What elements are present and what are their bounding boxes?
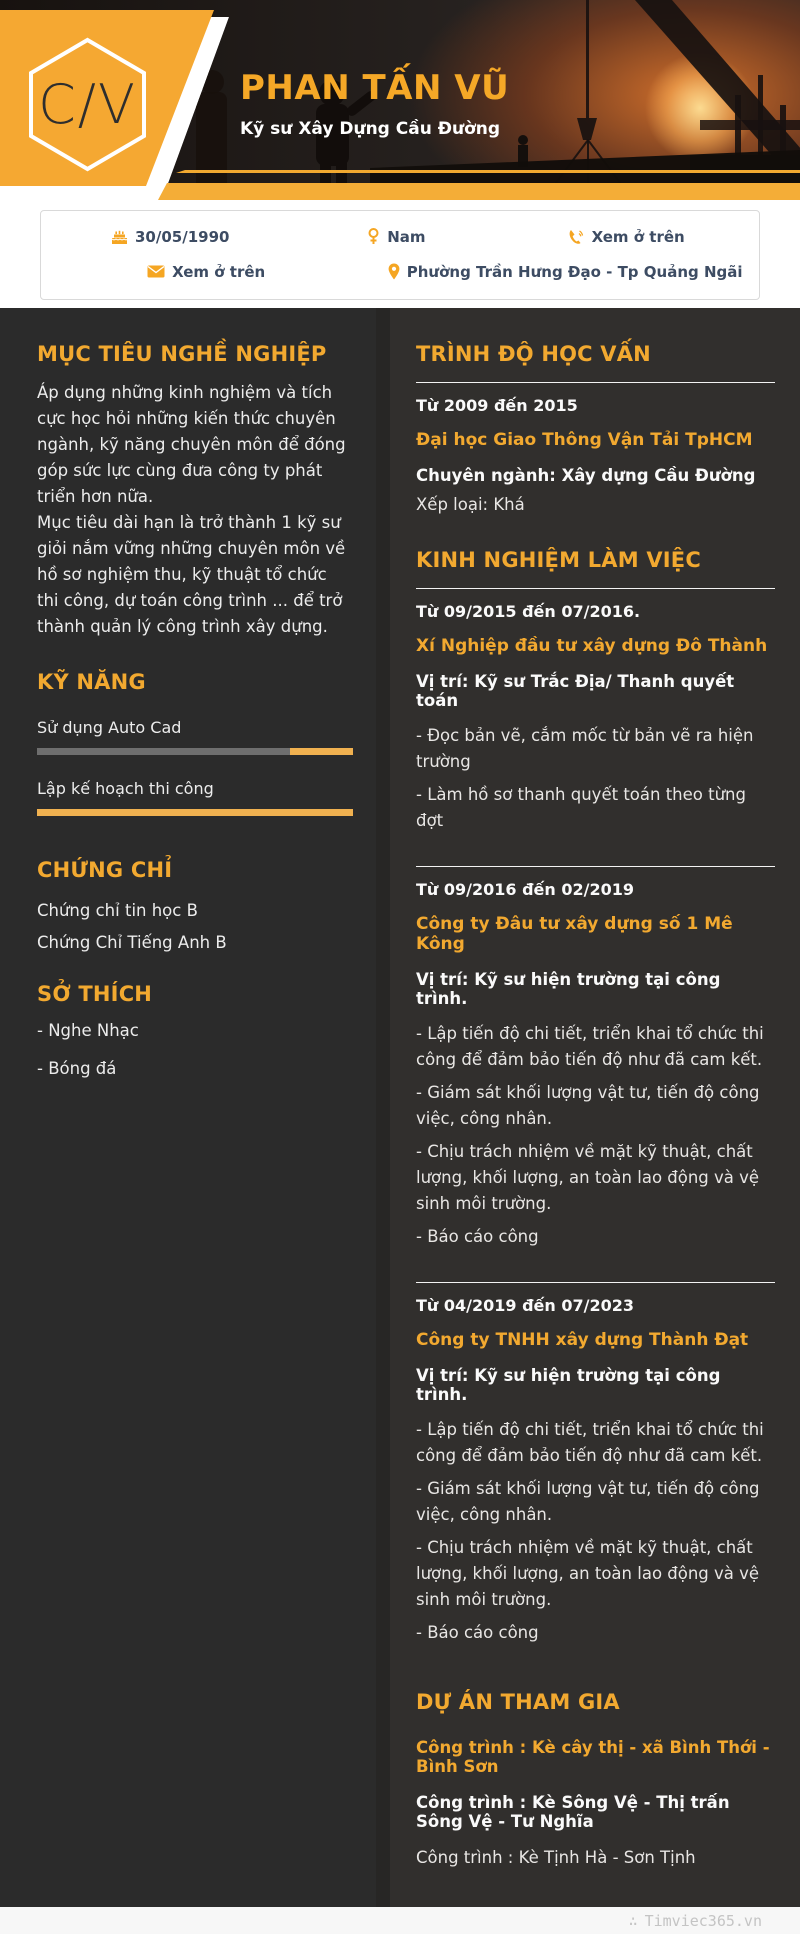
project-item: Công trình : Kè Tịnh Hà - Sơn Tịnh [416, 1848, 696, 1867]
skills-heading: KỸ NĂNG [37, 670, 146, 694]
skill-item [37, 779, 353, 816]
objective-heading: MỤC TIÊU NGHỀ NGHIỆP [37, 342, 327, 366]
job-date: Từ 04/2019 đến 07/2023 [416, 1296, 634, 1315]
job-bullet: - Báo cáo công [416, 1623, 539, 1642]
candidate-name: PHAN TẤN VŨ [240, 68, 510, 108]
footer-watermark-bar [0, 1907, 800, 1934]
contact-info-card [40, 210, 760, 300]
job-position: Vị trí: Kỹ sư Trắc Địa/ Thanh quyết toán [416, 672, 735, 710]
birthday-value: 30/05/1990 [135, 227, 230, 246]
header-accent-line [176, 170, 800, 173]
education-date: Từ 2009 đến 2015 [416, 396, 578, 415]
skill-bar-fill [37, 809, 353, 816]
education-major: Chuyên ngành: Xây dựng Cầu Đường [416, 466, 756, 485]
job-bullet: - Đọc bản vẽ, cắm mốc từ bản vẽ ra hiện trường [416, 726, 754, 771]
experience-heading: KINH NGHIỆM LÀM VIỆC [416, 548, 701, 572]
skill-label: Lập kế hoạch thi công [37, 779, 214, 798]
job-date: Từ 09/2016 đến 02/2019 [416, 880, 634, 899]
envelope-icon [147, 265, 165, 278]
contact-row-1 [41, 219, 759, 254]
gender-value: Nam [387, 227, 426, 246]
certificate-item: Chứng Chỉ Tiếng Anh B [37, 933, 227, 952]
job-date: Từ 09/2015 đến 07/2016. [416, 602, 641, 621]
email-value: Xem ở trên [172, 262, 266, 281]
left-column [0, 308, 376, 1907]
job-rule [416, 588, 775, 589]
job-entry [416, 1282, 775, 1662]
email-field [41, 254, 371, 289]
job-position: Vị trí: Kỹ sư hiện trường tại công trình. [416, 1366, 721, 1404]
job-bullet: - Lập tiến độ chi tiết, triển khai tổ chức thi công để đảm bảo tiến độ như đã cam kết. [416, 1420, 764, 1465]
hobby-item: - Bóng đá [37, 1059, 117, 1078]
cv-logo-text: C/V [38, 73, 137, 136]
section-rule [416, 382, 775, 383]
job-bullet: - Báo cáo công [416, 1227, 539, 1246]
objective-paragraph: Áp dụng những kinh nghiệm và tích cực học hỏi những kiến thức chuyên ngành, kỹ năng chuyên môn để đóng góp sức lực cùng đưa công ty phát triển hơn nữa. [37, 383, 346, 506]
job-entry [416, 866, 775, 1266]
skill-bar-fill [290, 748, 353, 755]
job-bullet: - Làm hồ sơ thanh quyết toán theo từng đợt [416, 785, 746, 830]
skill-bar [37, 748, 353, 755]
birthday-field [41, 219, 299, 254]
hobbies-heading: SỞ THÍCH [37, 982, 153, 1006]
project-item: Công trình : Kè Sông Vệ - Thị trấn Sông Vệ - Tư Nghĩa [416, 1793, 730, 1831]
location-pin-icon [388, 263, 400, 280]
phone-value: Xem ở trên [591, 227, 685, 246]
gender-female-icon [367, 228, 380, 245]
skill-item [37, 718, 353, 755]
timviec-logo-icon: ∴ [628, 1911, 638, 1930]
cv-logo [27, 37, 148, 172]
job-bullet: - Chịu trách nhiệm về mặt kỹ thuật, chất lượng, khối lượng, an toàn lao động và vệ sinh môi trường. [416, 1142, 760, 1213]
right-column [390, 308, 800, 1907]
project-item: Công trình : Kè cây thị - xã Bình Thới - Bình Sơn [416, 1738, 770, 1776]
skill-label: Sử dụng Auto Cad [37, 718, 182, 737]
skill-bar [37, 809, 353, 816]
phone-icon [568, 229, 585, 245]
job-company: Xí Nghiệp đầu tư xây dựng Đô Thành [416, 636, 768, 656]
header-accent-band [158, 183, 800, 200]
education-heading: TRÌNH ĐỘ HỌC VẤN [416, 342, 651, 366]
job-rule [416, 1282, 775, 1283]
header [0, 0, 800, 200]
phone-field [493, 219, 759, 254]
job-company: Công ty TNHH xây dựng Thành Đạt [416, 1330, 749, 1350]
job-position: Vị trí: Kỹ sư hiện trường tại công trình. [416, 970, 721, 1008]
certificate-item: Chứng chỉ tin học B [37, 901, 198, 920]
objective-paragraph: Mục tiêu dài hạn là trở thành 1 kỹ sư giỏi nắm vững những chuyên môn về hồ sơ nghiệm thu, kỹ thuật tổ chức thi công, dự toán công trình ... để trở thành quản lý công trình xây dựng. [37, 513, 346, 636]
hobby-item: - Nghe Nhạc [37, 1021, 139, 1040]
gender-field [299, 219, 493, 254]
candidate-job-title: Kỹ sư Xây Dựng Cầu Đường [240, 119, 501, 139]
main-content [0, 308, 800, 1907]
education-grade: Xếp loại: Khá [416, 495, 525, 514]
column-divider [376, 308, 390, 1907]
job-bullet: - Chịu trách nhiệm về mặt kỹ thuật, chất lượng, khối lượng, an toàn lao động và vệ sinh môi trường. [416, 1538, 760, 1609]
address-value: Phường Trần Hưng Đạo - Tp Quảng Ngãi [406, 262, 743, 281]
address-field [371, 254, 759, 289]
job-bullet: - Giám sát khối lượng vật tư, tiến độ công việc, công nhân. [416, 1479, 760, 1524]
job-bullet: - Giám sát khối lượng vật tư, tiến độ công việc, công nhân. [416, 1083, 760, 1128]
certificates-heading: CHỨNG CHỈ [37, 858, 173, 882]
contact-row-2 [41, 254, 759, 289]
birthday-cake-icon [111, 229, 128, 245]
job-entry [416, 588, 775, 850]
education-school: Đại học Giao Thông Vận Tải TpHCM [416, 430, 753, 450]
job-bullet: - Lập tiến độ chi tiết, triển khai tổ chức thi công để đảm bảo tiến độ như đã cam kết. [416, 1024, 764, 1069]
watermark-text: Timviec365.vn [644, 1911, 762, 1930]
job-rule [416, 866, 775, 867]
job-company: Công ty Đâu tư xây dựng số 1 Mê Kông [416, 914, 733, 954]
projects-heading: DỰ ÁN THAM GIA [416, 1690, 620, 1714]
name-block [240, 68, 509, 139]
